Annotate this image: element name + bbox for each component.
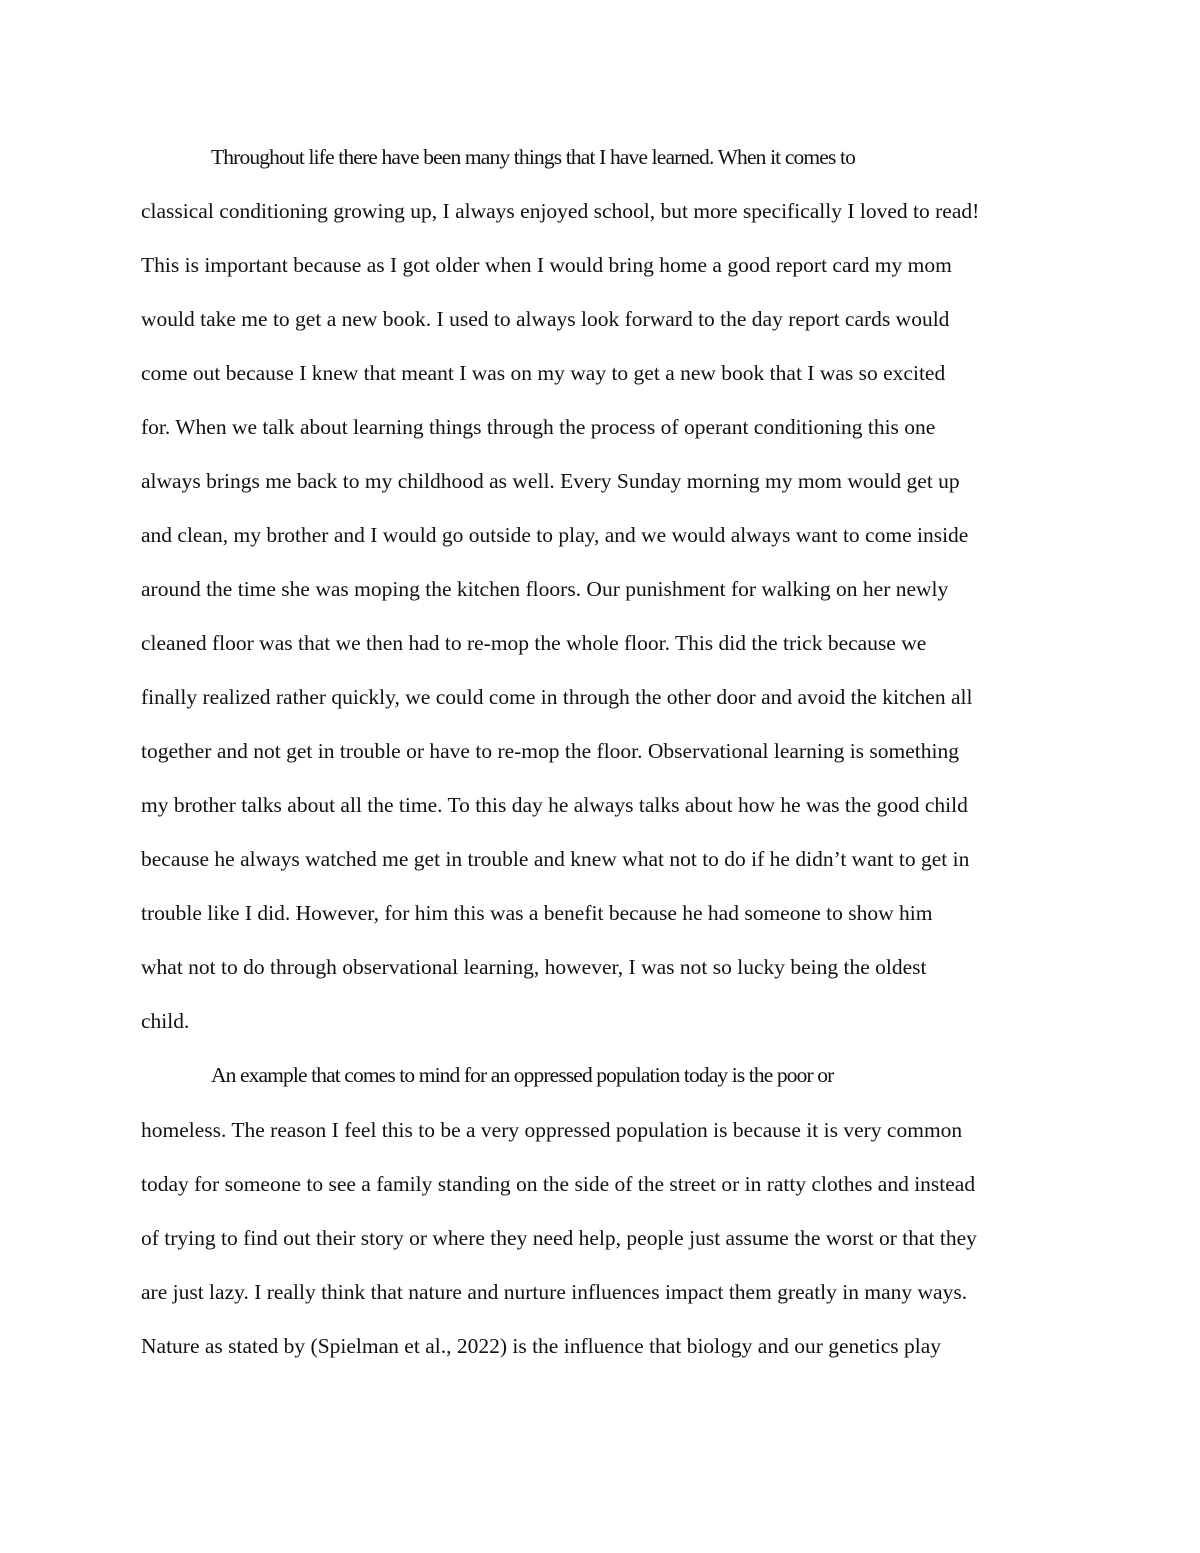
paragraph-2-line-5: are just lazy. I really think that nature and nurture influences impact them greatly in many ways. (141, 1280, 968, 1304)
paragraph-1-line-12: together and not get in trouble or have to re-mop the floor. Observational learning is something (141, 739, 959, 763)
paragraph-1-line-3: This is important because as I got older when I would bring home a good report card my mom (141, 253, 952, 277)
paragraph-2-line-1: An example that comes to mind for an oppressed population today is the poor or (211, 1063, 834, 1087)
paragraph-1-line-7: always brings me back to my childhood as well. Every Sunday morning my mom would get up (141, 469, 960, 493)
paragraph-1-line-4: would take me to get a new book. I used to always look forward to the day report cards would (141, 307, 950, 331)
paragraph-1-line-13: my brother talks about all the time. To this day he always talks about how he was the good child (141, 793, 968, 817)
paragraph-1-line-5: come out because I knew that meant I was on my way to get a new book that I was so excited (141, 361, 946, 385)
paragraph-1-line-14: because he always watched me get in trouble and knew what not to do if he didn’t want to get in (141, 847, 970, 871)
paragraph-1-line-17: child. (141, 1009, 190, 1033)
paragraph-2-line-2: homeless. The reason I feel this to be a very oppressed population is because it is very common (141, 1118, 963, 1142)
paragraph-1-line-11: finally realized rather quickly, we could come in through the other door and avoid the kitchen all (141, 685, 973, 709)
paragraph-1-line-15: trouble like I did. However, for him this was a benefit because he had someone to show him (141, 901, 933, 925)
paragraph-1-line-16: what not to do through observational learning, however, I was not so lucky being the oldest (141, 955, 927, 979)
paragraph-2-line-6: Nature as stated by (Spielman et al., 2022) is the influence that biology and our genetics play (141, 1334, 942, 1358)
paragraph-1-line-2: classical conditioning growing up, I always enjoyed school, but more specifically I loved to read! (141, 199, 980, 223)
paragraph-2-line-4: of trying to find out their story or where they need help, people just assume the worst or that they (141, 1226, 977, 1250)
paragraph-1-line-1: Throughout life there have been many things that I have learned. When it comes to (211, 145, 856, 169)
paragraph-1-line-6: for. When we talk about learning things through the process of operant conditioning this one (141, 415, 936, 439)
paragraph-1-line-10: cleaned floor was that we then had to re-mop the whole floor. This did the trick because we (141, 631, 927, 655)
paragraph-2-line-3: today for someone to see a family standing on the side of the street or in ratty clothes and instead (141, 1172, 976, 1196)
paragraph-1-line-9: around the time she was moping the kitchen floors. Our punishment for walking on her newly (141, 577, 949, 601)
paragraph-1-line-8: and clean, my brother and I would go outside to play, and we would always want to come inside (141, 523, 969, 547)
